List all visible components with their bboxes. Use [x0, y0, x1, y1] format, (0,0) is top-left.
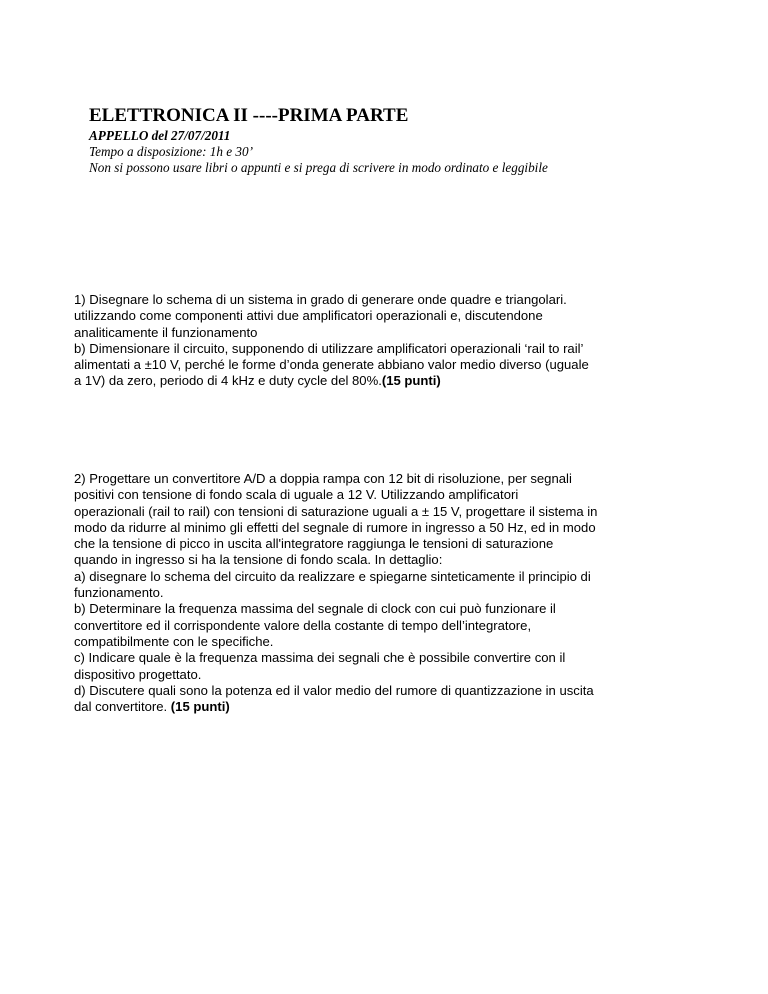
question-line: modo da ridurre al minimo gli effetti del segnale di rumore in ingresso a 50 Hz, ed in modo [74, 519, 596, 535]
question-line: 1) Disegnare lo schema di un sistema in grado di generare onde quadre e triangolari. [74, 292, 567, 307]
question-points: (15 punti) [170, 699, 230, 715]
question-text: dal convertitore. [74, 699, 171, 715]
question-line: operazionali (rail to rail) con tensioni di saturazione uguali a ± 15 V, progettare il sistema in [74, 503, 598, 519]
question-line: a) disegnare lo schema del circuito da realizzare e spiegarne sinteticamente il principio di [74, 568, 591, 584]
exam-instructions: Non si possono usare libri o appunti e si prega di scrivere in modo ordinato e leggibile [89, 160, 548, 175]
question-line: utilizzando come componenti attivi due amplificatori operazionali e, discutendone [74, 308, 543, 324]
question-line: b) Determinare la frequenza massima del segnale di clock con cui può funzionare il [74, 601, 556, 617]
question-line: che la tensione di picco in uscita all'integratore raggiunga le tensioni di saturazione [74, 536, 554, 552]
question-line: analiticamente il funzionamento [74, 324, 258, 340]
question-text: a 1V) da zero, periodo di 4 kHz e duty cycle del 80%. [74, 373, 382, 389]
question-line: alimentati a ±10 V, perché le forme d’onda generate abbiano valor medio diverso (uguale [74, 357, 589, 373]
question-line: c) Indicare quale è la frequenza massima dei segnali che è possibile convertire con il [74, 650, 566, 666]
question-line-last [74, 699, 714, 715]
question-line: dispositivo progettato. [74, 666, 202, 682]
question-line: b) Dimensionare il circuito, supponendo di utilizzare amplificatori operazionali ‘rail to rail’ [74, 340, 584, 356]
exam-header [89, 104, 729, 176]
question-line: positivi con tensione di fondo scala di uguale a 12 V. Utilizzando amplificatori [74, 487, 519, 503]
question-line: 2) Progettare un convertitore A/D a doppia rampa con 12 bit di risoluzione, per segnali [74, 471, 572, 486]
question-points: (15 punti) [381, 373, 441, 389]
question-line: d) Discutere quali sono la potenza ed il valor medio del rumore di quantizzazione in uscita [74, 682, 594, 698]
question-line: quando in ingresso si ha la tensione di fondo scala. In dettaglio: [74, 552, 443, 568]
question-line: compatibilmente con le specifiche. [74, 633, 274, 649]
question-2 [74, 471, 714, 715]
exam-title: ELETTRONICA II ----PRIMA PARTE [89, 105, 409, 126]
question-line: funzionamento. [74, 585, 164, 601]
exam-date: APPELLO del 27/07/2011 [89, 128, 231, 143]
time-allowed: Tempo a disposizione: 1h e 30’ [89, 144, 253, 159]
question-1 [74, 292, 714, 390]
question-line-last [74, 373, 714, 389]
question-line: convertitore ed il corrispondente valore della costante di tempo dell’integratore, [74, 617, 532, 633]
